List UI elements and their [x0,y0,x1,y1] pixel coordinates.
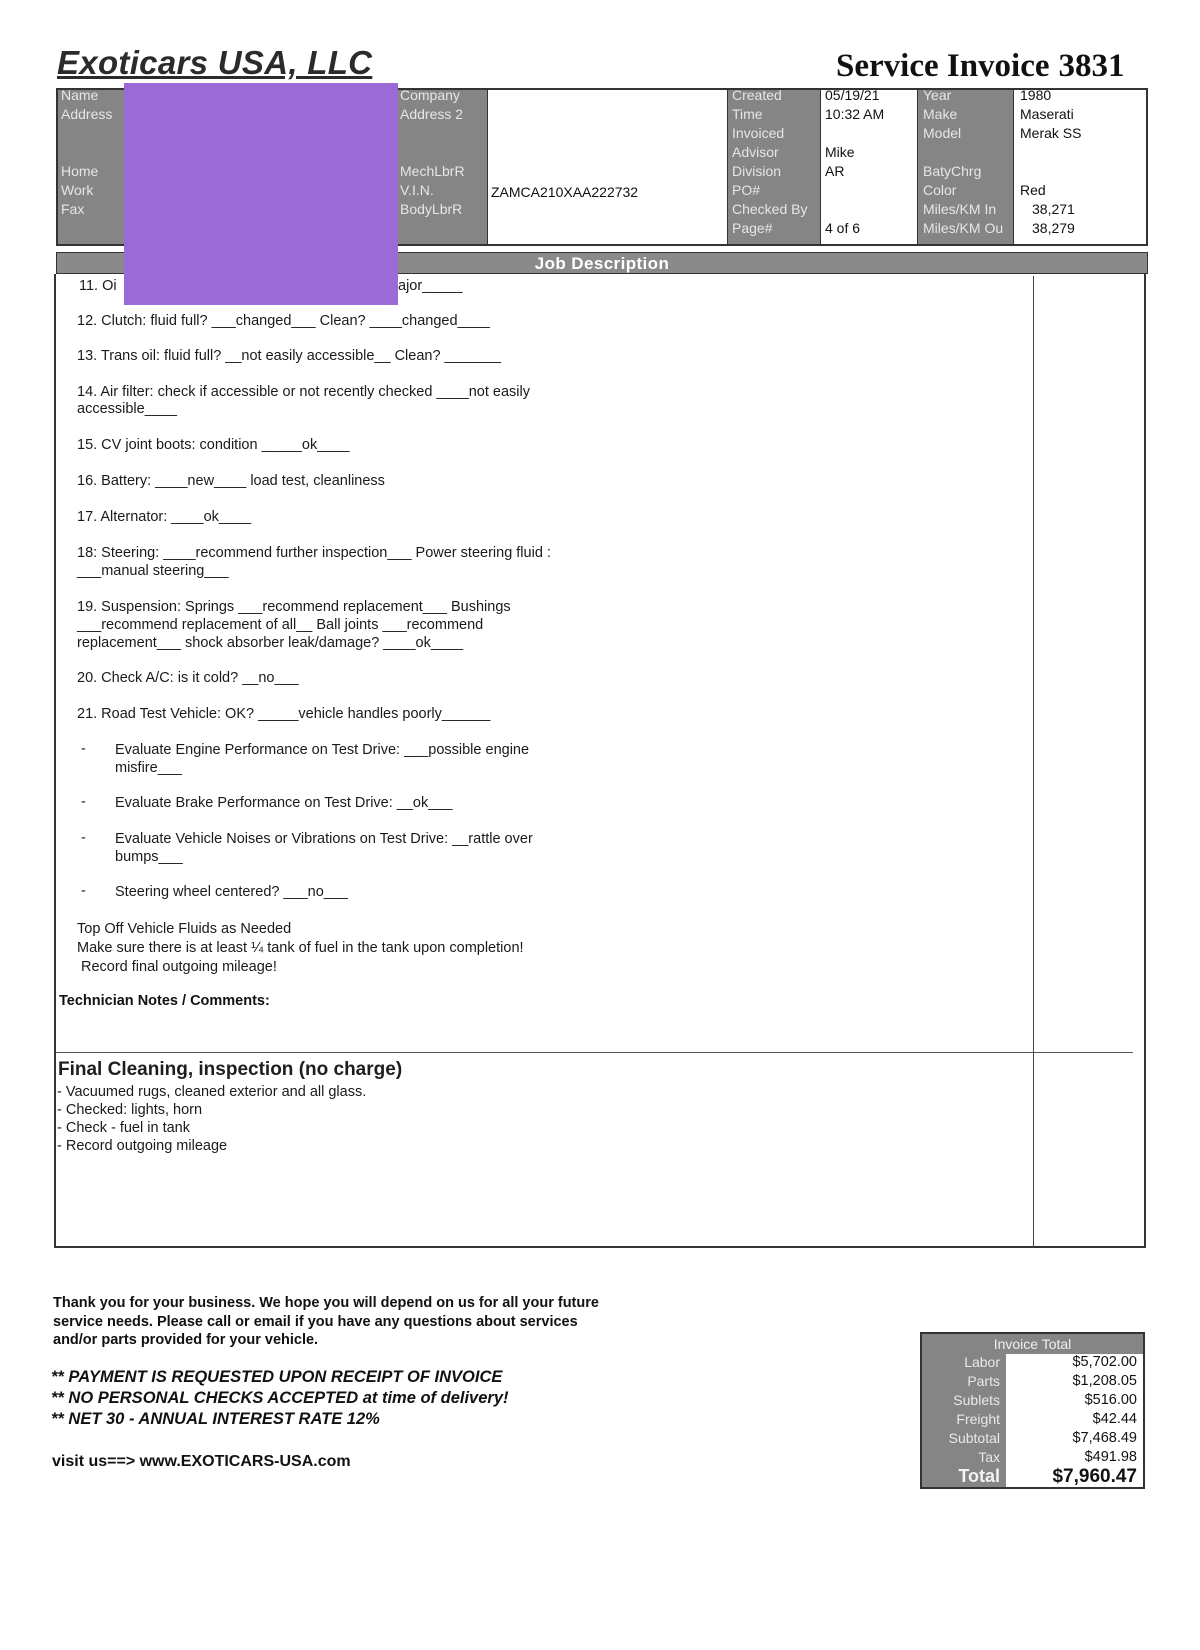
label-time: Time [732,106,763,122]
color-value: Red [1020,182,1046,198]
grand-total-label: Total [958,1466,1000,1486]
eval-noise-line-1: Evaluate Vehicle Noises or Vibrations on Test Drive: __rattle over [115,831,533,847]
item-14-line-1: 14. Air filter: check if accessible or not recently checked ____not easily [77,384,530,400]
item-18-line-2: ___manual steering___ [77,563,229,579]
vehicle-value-column [1014,87,1146,244]
year-value: 1980 [1020,87,1052,103]
total-row-label: Labor [964,1354,1000,1370]
label-model: Model [923,125,962,141]
top-off-fluids: Top Off Vehicle Fluids as Needed [77,921,292,937]
total-row-label: Parts [967,1373,1000,1389]
final-cleaning-line: - Check - fuel in tank [57,1120,190,1136]
eval-engine-line-1: Evaluate Engine Performance on Test Drive: ___possible engine [115,742,530,758]
label-checked-by: Checked By [732,201,808,217]
total-row-label: Tax [978,1449,1000,1465]
total-row-grand [922,1466,1143,1488]
company-name: Exoticars USA, LLC [57,44,373,81]
total-row-parts [922,1373,1143,1392]
item-14-line-2: accessible____ [77,401,177,417]
created-time: 10:32 AM [825,106,885,122]
total-row-value: $1,208.05 [1072,1373,1137,1389]
eval-steering-wheel: Steering wheel centered? ___no___ [115,884,348,900]
final-cleaning-line: - Checked: lights, horn [57,1102,203,1118]
label-body-labor-rate: BodyLbrR [400,201,463,217]
fuel-reminder: Make sure there is at least ¼ tank of fuel in the tank upon completion! [77,940,524,956]
bullet-dash: - [81,883,86,899]
division-value: AR [825,163,845,179]
price-column-divider [1033,276,1034,1248]
redaction-block [124,83,398,305]
total-row-value: $42.44 [1092,1411,1137,1427]
item-16: 16. Battery: ____new____ load test, cleanliness [77,473,385,489]
vin-value: ZAMCA210XAA222732 [491,184,639,200]
eval-brake: Evaluate Brake Performance on Test Drive: __ok___ [115,795,453,811]
total-row-subtotal [922,1430,1143,1449]
total-row-label: Freight [956,1411,1000,1427]
final-cleaning-line: - Vacuumed rugs, cleaned exterior and all glass. [57,1084,367,1100]
vehicle-label-column [918,87,1014,244]
advisor-value: Mike [825,144,855,160]
payment-terms-line: ** NET 30 - ANNUAL INTEREST RATE 12% [51,1410,380,1428]
created-date: 05/19/21 [825,87,880,103]
eval-engine-line-2: misfire___ [115,760,182,776]
label-color: Color [923,182,957,198]
job-description-box [54,274,1146,1248]
bullet-dash: - [81,830,86,846]
label-work: Work [61,182,94,198]
label-page: Page# [732,220,773,236]
thanks-line: and/or parts provided for your vehicle. [53,1332,319,1348]
vin-column [488,90,728,244]
total-row-labor [922,1354,1143,1373]
item-19-line-2: ___recommend replacement of all__ Ball joints ___recommend [77,617,484,633]
technician-notes-label: Technician Notes / Comments: [59,993,270,1009]
total-row-value: $516.00 [1084,1392,1137,1408]
bullet-dash: - [81,794,86,810]
label-mech-labor-rate: MechLbrR [400,163,465,179]
job-label-column [728,87,821,244]
middle-label-column [398,87,488,244]
label-battery-charge: BatyChrg [923,163,982,179]
miles-in-value: 38,271 [1032,201,1075,217]
total-row-label: Sublets [953,1392,1000,1408]
label-miles-out: Miles/KM Ou [923,220,1004,236]
item-21: 21. Road Test Vehicle: OK? _____vehicle handles poorly______ [77,706,491,722]
bullet-dash: - [81,741,86,757]
item-13: 13. Trans oil: fluid full? __not easily accessible__ Clean? _______ [77,348,501,364]
website-link[interactable]: visit us==> www.EXOTICARS-USA.com [52,1453,351,1470]
item-17: 17. Alternator: ____ok____ [77,509,252,525]
item-12: 12. Clutch: fluid full? ___changed___ Clean? ____changed____ [77,313,490,329]
mileage-reminder: Record final outgoing mileage! [81,959,277,975]
label-vin: V.I.N. [400,182,434,198]
final-cleaning-line: - Record outgoing mileage [57,1138,228,1154]
thanks-line: Thank you for your business. We hope you will depend on us for all your future [53,1295,599,1311]
total-row-value: $491.98 [1084,1449,1137,1465]
notes-divider [56,1052,1133,1053]
job-value-column [821,87,918,244]
model-value: Merak SS [1020,125,1082,141]
total-row-sublets [922,1392,1143,1411]
label-created: Created [732,87,782,103]
payment-terms-line: ** NO PERSONAL CHECKS ACCEPTED at time of delivery! [51,1389,509,1407]
miles-out-value: 38,279 [1032,220,1075,236]
item-11-tail: ajor_____ [398,278,463,294]
label-address: Address [61,106,113,122]
label-advisor: Advisor [732,144,779,160]
item-20: 20. Check A/C: is it cold? __no___ [77,670,299,686]
label-miles-in: Miles/KM In [923,201,997,217]
label-division: Division [732,163,782,179]
invoice-title-text: Service Invoice [836,48,1050,84]
total-row-freight [922,1411,1143,1430]
customer-label-column [58,87,128,244]
label-po: PO# [732,182,761,198]
thanks-line: service needs. Please call or email if you have any questions about services [53,1313,578,1330]
label-invoiced: Invoiced [732,125,785,141]
total-row-value: $5,702.00 [1072,1354,1137,1370]
eval-noise-line-2: bumps___ [115,849,183,865]
grand-total-value: $7,960.47 [1052,1466,1137,1487]
item-19-line-1: 19. Suspension: Springs ___recommend replacement___ Bushings [77,599,511,615]
thank-you-message [53,1294,599,1350]
total-row-value: $7,468.49 [1072,1430,1137,1446]
label-make: Make [923,106,958,122]
label-company: Company [400,87,460,103]
label-address-2: Address 2 [400,106,464,122]
item-11: 11. Oi [79,278,117,294]
payment-terms-line: ** PAYMENT IS REQUESTED UPON RECEIPT OF INVOICE [51,1368,503,1386]
total-row-label: Subtotal [948,1430,1000,1446]
invoice-number: 3831 [1058,48,1125,84]
label-fax: Fax [61,201,85,217]
final-cleaning-title: Final Cleaning, inspection (no charge) [58,1059,403,1080]
job-description-title: Job Description [534,254,670,273]
make-value: Maserati [1020,106,1074,122]
label-year: Year [923,87,952,103]
invoice-total-heading: Invoice Total [922,1334,1143,1354]
label-home: Home [61,163,99,179]
item-18-line-1: 18: Steering: ____recommend further inspection___ Power steering fluid : [77,545,551,561]
item-19-line-3: replacement___ shock absorber leak/damage? ____ok____ [77,635,464,651]
invoice-total-box [920,1332,1145,1489]
item-15: 15. CV joint boots: condition _____ok____ [77,437,350,453]
label-name: Name [61,87,99,103]
page-value: 4 of 6 [825,220,861,236]
invoice-title [836,48,1125,85]
